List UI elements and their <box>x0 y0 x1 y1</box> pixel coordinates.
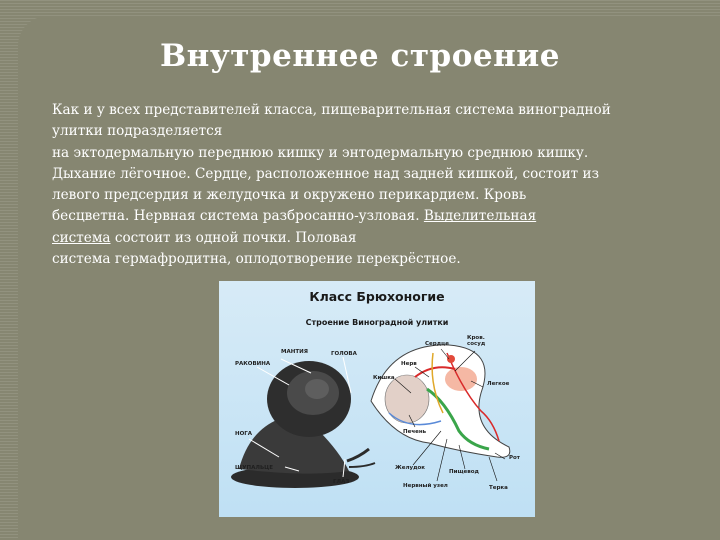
snail-shell-center <box>305 379 329 399</box>
figure-title: Класс Брюхоногие <box>309 289 445 304</box>
heart-shape <box>447 355 455 363</box>
body-line <box>52 228 702 249</box>
label-eye: ГЛАЗ <box>333 479 350 485</box>
label-stomach: Желудок <box>395 465 426 471</box>
label-mouth: Рот <box>509 455 520 461</box>
tentacle-shape <box>347 449 369 461</box>
label-tentacle: ЩУПАЛЬЦЕ <box>235 465 274 471</box>
snail-illustration <box>219 281 535 517</box>
excretory-system-link-2[interactable]: система <box>52 229 111 246</box>
label-nerve: Нерв <box>401 361 417 367</box>
tentacle-shape-2 <box>349 463 375 467</box>
excretory-system-link[interactable]: Выделительная <box>423 208 537 225</box>
lung-shape <box>445 367 477 391</box>
snail-anatomy-figure <box>219 281 535 517</box>
body-line <box>52 206 702 227</box>
body-line: на эктодермальную переднюю кишку и энтодермальную среднюю кишку. <box>52 144 589 161</box>
body-line: улитки подразделяется <box>52 123 223 140</box>
body-line: левого предсердия и желудочка и окружено перикардием. Кровь <box>52 187 527 204</box>
body-line-text: бесцветна. Нервная система разбросанно-узловая. <box>52 208 424 225</box>
body-line: система гермафродитна, оплодотворение перекрёстное. <box>52 251 461 268</box>
body-text <box>52 100 702 270</box>
label-nerve-node: Нервный узел <box>403 483 448 489</box>
slide-title: Внутреннее строение <box>159 38 561 74</box>
label-intestine: Кишка <box>373 375 395 381</box>
label-foot: НОГА <box>235 431 253 437</box>
label-lung: Легкое <box>487 381 510 387</box>
figure-subtitle: Строение Виноградной улитки <box>305 318 449 327</box>
label-esophagus: Пищевод <box>449 469 479 475</box>
body-line-text: состоит из одной почки. Половая <box>110 229 357 246</box>
label-liver: Печень <box>403 429 427 435</box>
label-head: ГОЛОВА <box>331 351 357 357</box>
label-grater: Терка <box>489 485 508 491</box>
body-line: Как и у всех представителей класса, пищеварительная система виноградной <box>52 102 611 118</box>
label-mantle: МАНТИЯ <box>281 349 308 355</box>
body-line: Дыхание лёгочное. Сердце, расположенное над задней кишкой, состоит из <box>52 165 599 182</box>
label-heart: Сердце <box>425 341 449 347</box>
label-vessel: Кров. сосуд <box>467 335 486 347</box>
label-shell: РАКОВИНА <box>235 361 271 367</box>
